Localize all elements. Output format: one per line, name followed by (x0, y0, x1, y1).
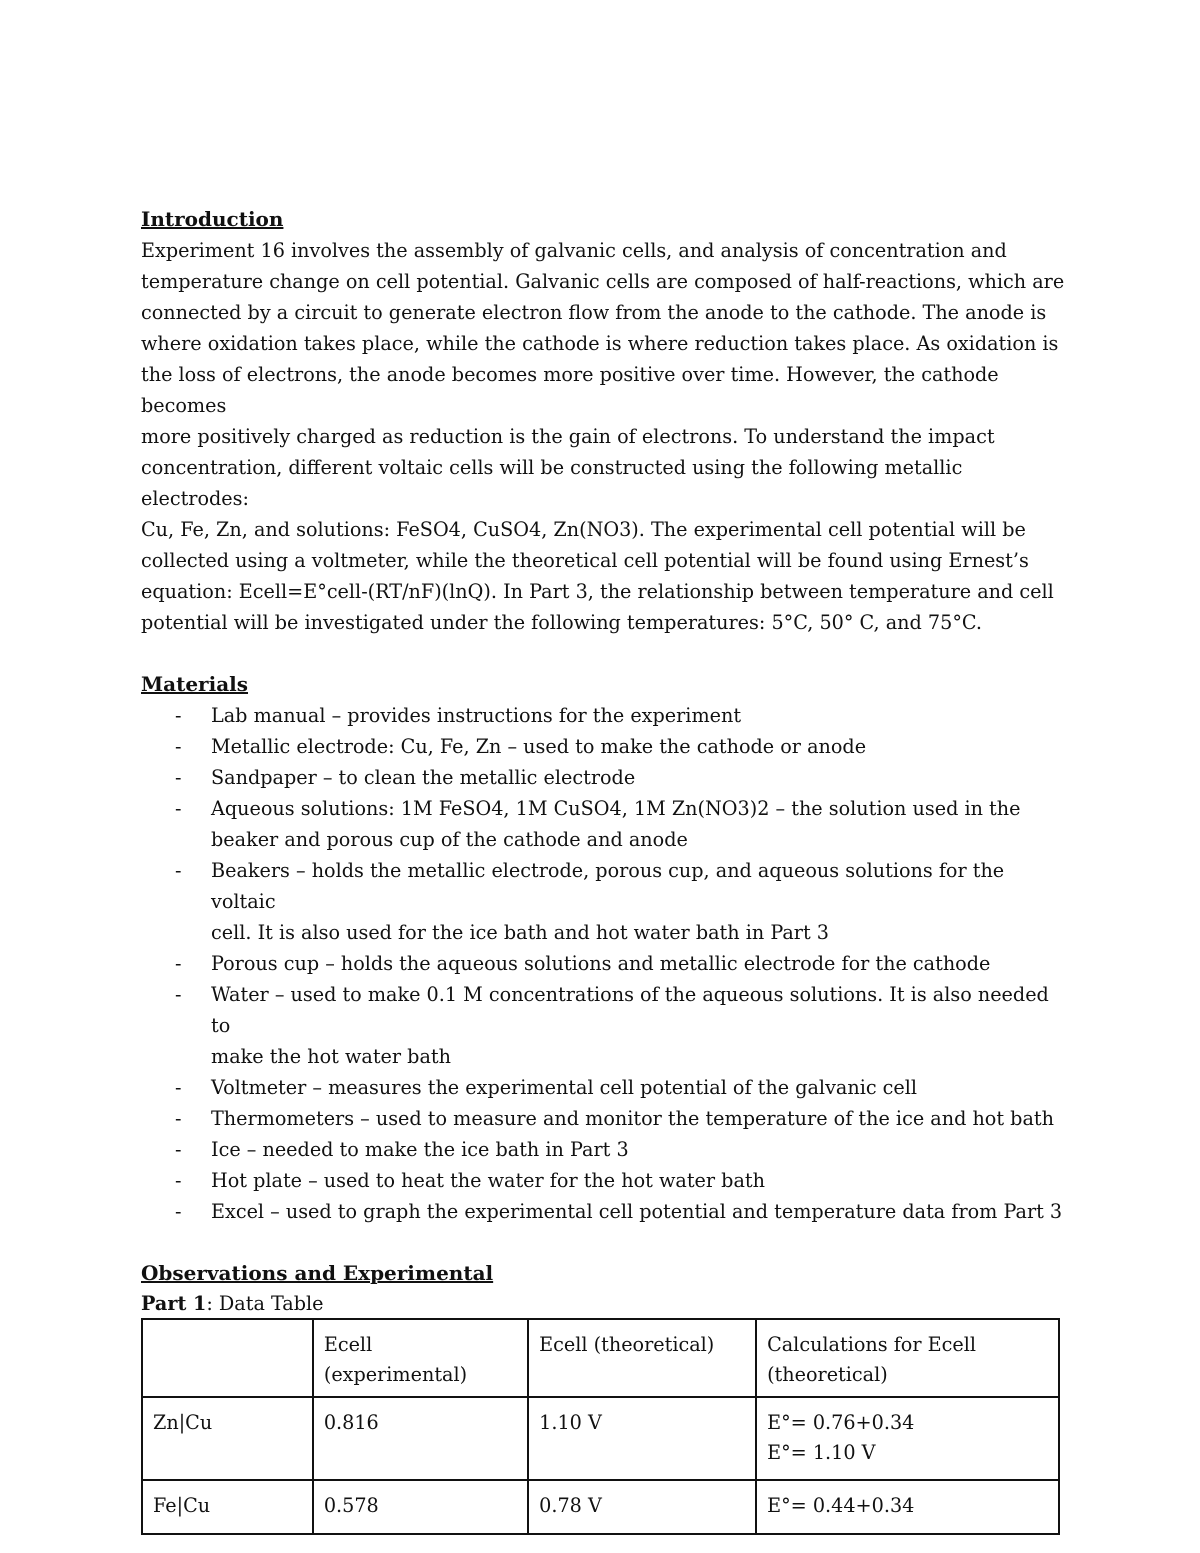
intro-line: where oxidation takes place, while the cathode is where reduction takes place. As oxidation is (141, 332, 1059, 355)
table-cell: 0.578 (313, 1480, 528, 1534)
table-row (142, 1480, 1059, 1534)
dash-bullet: - (175, 1107, 182, 1130)
materials-heading: Materials (141, 672, 249, 696)
list-item: - Porous cup – holds the aqueous solutions and metallic electrode for the cathode (141, 948, 1066, 979)
intro-line: Experiment 16 involves the assembly of galvanic cells, and analysis of concentration and (141, 239, 1007, 262)
table-header-cell: Ecell (theoretical) (528, 1319, 756, 1397)
document-page (141, 204, 1066, 1535)
intro-line: more positively charged as reduction is the gain of electrons. To understand the impact (141, 425, 995, 448)
intro-line: Cu, Fe, Zn, and solutions: FeSO4, CuSO4, Zn(NO3). The experimental cell potential will be (141, 518, 1026, 541)
table-cell: Fe|Cu (142, 1480, 313, 1534)
intro-line: collected using a voltmeter, while the theoretical cell potential will be found using Ernest’s (141, 549, 1029, 572)
list-item: - Metallic electrode: Cu, Fe, Zn – used to make the cathode or anode (141, 731, 1066, 762)
introduction-paragraph (141, 235, 1066, 638)
dash-bullet: - (175, 859, 182, 882)
table-header-row (142, 1319, 1059, 1397)
dash-bullet: - (175, 1138, 182, 1161)
intro-line: connected by a circuit to generate electron flow from the anode to the cathode. The anode is (141, 301, 1047, 324)
table-cell: E°= 0.76+0.34 E°= 1.10 V (756, 1397, 1059, 1480)
dash-bullet: - (175, 797, 182, 820)
table-header-cell: Ecell (experimental) (313, 1319, 528, 1397)
observations-heading: Observations and Experimental (141, 1261, 494, 1285)
list-item: - Lab manual – provides instructions for the experiment (141, 700, 1066, 731)
table-cell: 0.78 V (528, 1480, 756, 1534)
materials-list (141, 700, 1066, 1227)
table-cell: 0.816 (313, 1397, 528, 1480)
dash-bullet: - (175, 1200, 182, 1223)
intro-line: temperature change on cell potential. Galvanic cells are composed of half-reactions, which are (141, 270, 1065, 293)
section-gap (141, 638, 1066, 669)
intro-line: potential will be investigated under the following temperatures: 5°C, 50° C, and 75°C. (141, 611, 983, 634)
table-cell: 1.10 V (528, 1397, 756, 1480)
dash-bullet: - (175, 983, 182, 1006)
section-gap (141, 1227, 1066, 1258)
introduction-heading: Introduction (141, 207, 284, 231)
dash-bullet: - (175, 735, 182, 758)
list-item: - Hot plate – used to heat the water for the hot water bath (141, 1165, 1066, 1196)
dash-bullet: - (175, 704, 182, 727)
dash-bullet: - (175, 952, 182, 975)
dash-bullet: - (175, 1169, 182, 1192)
table-header-cell: Calculations for Ecell (theoretical) (756, 1319, 1059, 1397)
list-item: - Voltmeter – measures the experimental cell potential of the galvanic cell (141, 1072, 1066, 1103)
part-1-label: Part 1: Data Table (141, 1292, 324, 1315)
list-item: - Beakers – holds the metallic electrode, porous cup, and aqueous solutions for the voltaic cell. It is also used for the ice bath and hot water bath in Part 3 (141, 855, 1066, 948)
table-row (142, 1397, 1059, 1480)
list-item: - Thermometers – used to measure and monitor the temperature of the ice and hot bath (141, 1103, 1066, 1134)
table-header-cell (142, 1319, 313, 1397)
table-cell: E°= 0.44+0.34 (756, 1480, 1059, 1534)
data-table (141, 1318, 1060, 1535)
dash-bullet: - (175, 766, 182, 789)
table-cell: Zn|Cu (142, 1397, 313, 1480)
list-item: - Water – used to make 0.1 M concentrations of the aqueous solutions. It is also needed to make the hot water bath (141, 979, 1066, 1072)
intro-line: the loss of electrons, the anode becomes more positive over time. However, the cathode becomes (141, 363, 999, 417)
list-item: - Sandpaper – to clean the metallic electrode (141, 762, 1066, 793)
list-item: - Ice – needed to make the ice bath in Part 3 (141, 1134, 1066, 1165)
list-item: - Excel – used to graph the experimental cell potential and temperature data from Part 3 (141, 1196, 1066, 1227)
list-item: - Aqueous solutions: 1M FeSO4, 1M CuSO4, 1M Zn(NO3)2 – the solution used in the beaker and porous cup of the cathode and anode (141, 793, 1066, 855)
dash-bullet: - (175, 1076, 182, 1099)
intro-line: equation: Ecell=E°cell-(RT/nF)(lnQ). In Part 3, the relationship between temperature and cell (141, 580, 1054, 603)
intro-line: concentration, different voltaic cells will be constructed using the following metallic electrodes: (141, 456, 963, 510)
